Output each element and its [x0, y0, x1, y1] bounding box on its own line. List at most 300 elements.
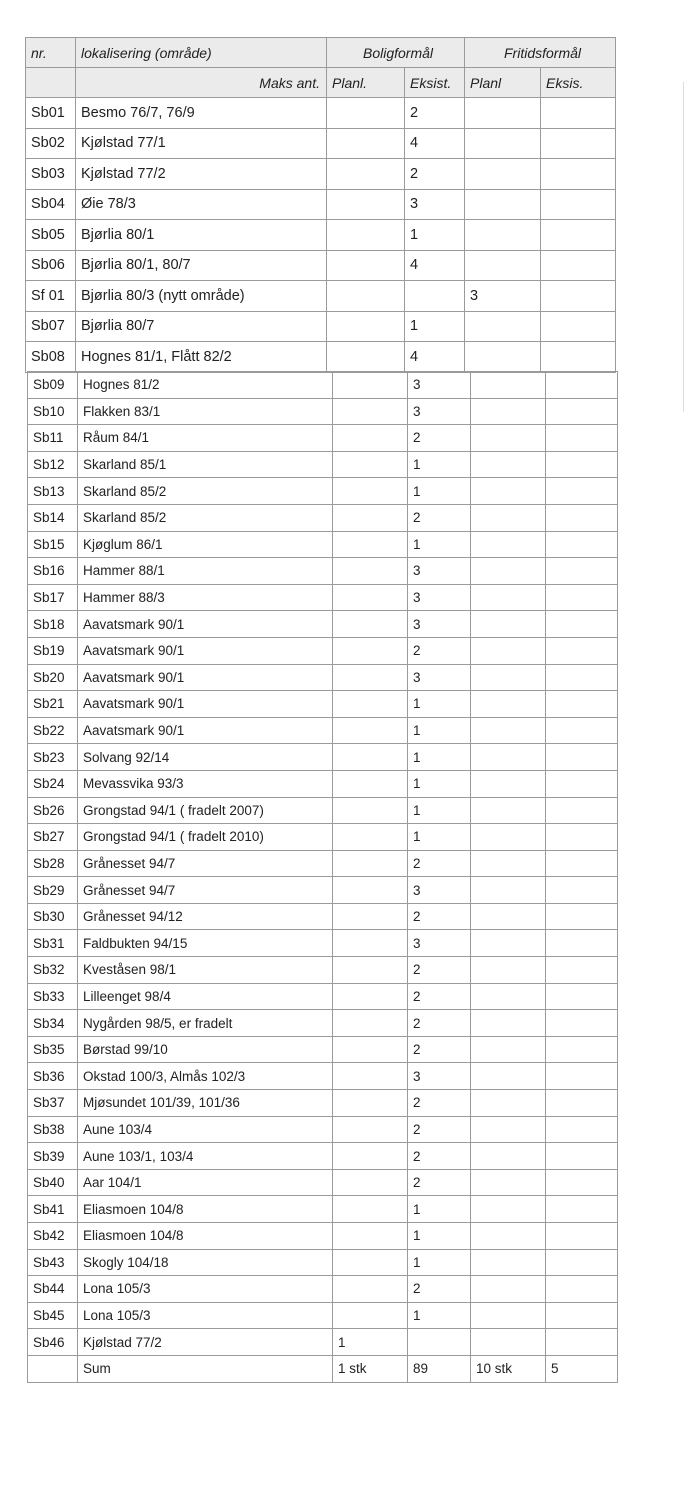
cell-bolig-eksist: 2	[408, 504, 471, 531]
cell-bolig-eksist: 2	[408, 1010, 471, 1037]
table-row	[26, 98, 616, 129]
cell-fritid-eksis	[546, 1143, 618, 1170]
table-top	[25, 37, 616, 373]
cell-bolig-planl	[333, 1063, 408, 1090]
cell-bolig-eksist: 1	[408, 1223, 471, 1250]
table-row	[28, 691, 618, 718]
table-row	[28, 584, 618, 611]
header-lokalisering: lokalisering (område)	[76, 38, 327, 68]
cell-lokalisering: Okstad 100/3, Almås 102/3	[78, 1063, 333, 1090]
cell-bolig-eksist: 3	[408, 372, 471, 399]
table-row	[28, 1276, 618, 1303]
cell-fritid-planl	[471, 1116, 546, 1143]
cell-fritid-eksis	[546, 957, 618, 984]
cell-bolig-eksist: 2	[408, 957, 471, 984]
cell-fritid-eksis	[546, 1223, 618, 1250]
header-nr: nr.	[26, 38, 76, 68]
cell-nr: Sb30	[28, 903, 78, 930]
cell-fritid-eksis	[546, 664, 618, 691]
cell-lokalisering: Aune 103/1, 103/4	[78, 1143, 333, 1170]
cell-bolig-eksist: 4	[405, 342, 465, 373]
cell-nr: Sb35	[28, 1036, 78, 1063]
cell-bolig-planl	[333, 425, 408, 452]
cell-bolig-eksist: 3	[408, 877, 471, 904]
cell-bolig-eksist: 1	[408, 478, 471, 505]
cell-bolig-planl	[333, 1036, 408, 1063]
cell-fritid-eksis	[546, 1329, 618, 1356]
cell-fritid-planl: 3	[465, 281, 541, 312]
cell-bolig-eksist: 4	[405, 128, 465, 159]
cell-fritid-eksis	[541, 128, 616, 159]
cell-fritid-eksis	[546, 1010, 618, 1037]
cell-bolig-eksist: 2	[408, 1276, 471, 1303]
cell-fritid-planl	[471, 558, 546, 585]
cell-nr: Sb18	[28, 611, 78, 638]
cell-fritid-planl	[471, 691, 546, 718]
cell-bolig-eksist: 2	[408, 1116, 471, 1143]
cell-lokalisering: Bjørlia 80/3 (nytt område)	[76, 281, 327, 312]
cell-bolig-eksist: 2	[408, 637, 471, 664]
cell-bolig-planl	[327, 342, 405, 373]
cell-bolig-planl	[333, 770, 408, 797]
cell-fritid-planl	[471, 1302, 546, 1329]
cell-bolig-eksist: 2	[408, 1169, 471, 1196]
cell-fritid-eksis	[546, 637, 618, 664]
cell-bolig-eksist: 1	[408, 770, 471, 797]
header-maks-ant: Maks ant.	[76, 68, 327, 98]
cell-fritid-planl	[465, 128, 541, 159]
cell-fritid-eksis	[546, 558, 618, 585]
cell-nr: Sb04	[26, 189, 76, 220]
cell-bolig-planl	[333, 531, 408, 558]
table-row	[26, 311, 616, 342]
table-row	[28, 983, 618, 1010]
cell-fritid-planl	[471, 770, 546, 797]
cell-fritid-eksis	[546, 744, 618, 771]
cell-bolig-eksist: 2	[408, 903, 471, 930]
header-fritid-planl: Planl	[465, 68, 541, 98]
cell-nr: Sb28	[28, 850, 78, 877]
table-row	[28, 1302, 618, 1329]
cell-bolig-eksist	[405, 281, 465, 312]
cell-fritid-eksis	[546, 1063, 618, 1090]
table-row	[28, 877, 618, 904]
table-row	[28, 398, 618, 425]
cell-bolig-planl	[327, 311, 405, 342]
cell-nr: Sb08	[26, 342, 76, 373]
table-row	[28, 478, 618, 505]
cell-lokalisering: Skogly 104/18	[78, 1249, 333, 1276]
cell-fritid-eksis	[541, 220, 616, 251]
cell-bolig-planl	[333, 637, 408, 664]
cell-bolig-planl	[333, 744, 408, 771]
cell-bolig-eksist: 3	[408, 1063, 471, 1090]
cell-nr	[28, 1355, 78, 1382]
table-row	[28, 1196, 618, 1223]
cell-fritid-planl	[471, 372, 546, 399]
table-row	[28, 1169, 618, 1196]
cell-fritid-planl	[471, 903, 546, 930]
cell-lokalisering: Kveståsen 98/1	[78, 957, 333, 984]
cell-fritid-eksis	[546, 797, 618, 824]
cell-fritid-eksis	[546, 770, 618, 797]
cell-bolig-eksist: 3	[408, 664, 471, 691]
cell-fritid-eksis	[546, 824, 618, 851]
cell-nr: Sb16	[28, 558, 78, 585]
header-bolig-planl: Planl.	[327, 68, 405, 98]
table-row	[28, 611, 618, 638]
cell-bolig-eksist: 3	[408, 584, 471, 611]
cell-lokalisering: Hognes 81/2	[78, 372, 333, 399]
cell-nr: Sb24	[28, 770, 78, 797]
table-row	[28, 637, 618, 664]
cell-fritid-eksis	[541, 159, 616, 190]
cell-bolig-planl	[333, 1249, 408, 1276]
cell-fritid-planl	[471, 425, 546, 452]
cell-fritid-eksis	[546, 903, 618, 930]
cell-nr: Sb42	[28, 1223, 78, 1250]
cell-fritid-eksis	[546, 1196, 618, 1223]
cell-lokalisering: Lona 105/3	[78, 1276, 333, 1303]
cell-fritid-planl	[465, 98, 541, 129]
cell-bolig-eksist: 1	[408, 1302, 471, 1329]
cell-lokalisering: Kjølstad 77/2	[76, 159, 327, 190]
cell-lokalisering: Kjølstad 77/2	[78, 1329, 333, 1356]
cell-fritid-eksis	[546, 1169, 618, 1196]
cell-bolig-eksist: 1	[408, 797, 471, 824]
cell-fritid-planl	[465, 311, 541, 342]
cell-nr: Sb23	[28, 744, 78, 771]
cell-lokalisering: Børstad 99/10	[78, 1036, 333, 1063]
cell-nr: Sb19	[28, 637, 78, 664]
cell-fritid-eksis	[546, 478, 618, 505]
cell-bolig-planl	[333, 398, 408, 425]
cell-bolig-eksist: 3	[408, 611, 471, 638]
cell-nr: Sb31	[28, 930, 78, 957]
table-row	[26, 281, 616, 312]
cell-lokalisering: Grånesset 94/7	[78, 877, 333, 904]
cell-fritid-planl	[471, 717, 546, 744]
page-edge-line	[683, 82, 684, 412]
table-row	[28, 1116, 618, 1143]
cell-nr: Sb29	[28, 877, 78, 904]
cell-lokalisering: Skarland 85/2	[78, 478, 333, 505]
header-fritid-eksis: Eksis.	[541, 68, 616, 98]
cell-bolig-planl	[333, 1169, 408, 1196]
table-row	[28, 1036, 618, 1063]
table-row	[28, 824, 618, 851]
cell-lokalisering: Mevassvika 93/3	[78, 770, 333, 797]
cell-fritid-eksis	[541, 342, 616, 373]
cell-fritid-eksis	[541, 281, 616, 312]
cell-fritid-eksis	[541, 189, 616, 220]
table-row	[28, 957, 618, 984]
cell-lokalisering: Råum 84/1	[78, 425, 333, 452]
cell-bolig-eksist: 1	[408, 451, 471, 478]
cell-lokalisering: Mjøsundet 101/39, 101/36	[78, 1090, 333, 1117]
table-row	[28, 1010, 618, 1037]
header-row-1	[26, 38, 616, 68]
cell-bolig-planl	[333, 558, 408, 585]
cell-nr: Sb17	[28, 584, 78, 611]
cell-nr: Sb33	[28, 983, 78, 1010]
cell-nr: Sb11	[28, 425, 78, 452]
cell-bolig-planl	[333, 850, 408, 877]
cell-fritid-planl	[471, 611, 546, 638]
cell-fritid-eksis	[546, 611, 618, 638]
cell-fritid-eksis	[546, 1036, 618, 1063]
table-row	[28, 1249, 618, 1276]
cell-bolig-eksist: 1	[408, 1249, 471, 1276]
cell-fritid-planl	[471, 1010, 546, 1037]
cell-bolig-planl	[333, 372, 408, 399]
cell-bolig-eksist: 2	[408, 425, 471, 452]
table-row	[28, 1223, 618, 1250]
cell-bolig-planl	[333, 957, 408, 984]
cell-lokalisering: Aavatsmark 90/1	[78, 611, 333, 638]
cell-lokalisering: Øie 78/3	[76, 189, 327, 220]
cell-fritid-eksis	[546, 983, 618, 1010]
cell-nr: Sb02	[26, 128, 76, 159]
cell-bolig-planl: 1	[333, 1329, 408, 1356]
table-row	[26, 250, 616, 281]
table-row	[28, 558, 618, 585]
cell-fritid-planl	[471, 1036, 546, 1063]
cell-fritid-planl	[471, 1249, 546, 1276]
cell-fritid-planl	[471, 1090, 546, 1117]
cell-fritid-eksis	[546, 1090, 618, 1117]
cell-bolig-planl	[333, 797, 408, 824]
table-row	[26, 159, 616, 190]
cell-bolig-eksist: 2	[408, 1090, 471, 1117]
cell-nr: Sb01	[26, 98, 76, 129]
cell-lokalisering: Aar 104/1	[78, 1169, 333, 1196]
cell-bolig-planl	[333, 664, 408, 691]
cell-fritid-planl	[465, 250, 541, 281]
cell-bolig-planl	[333, 983, 408, 1010]
table-row	[28, 1355, 618, 1382]
cell-fritid-planl	[471, 1329, 546, 1356]
table-row	[26, 220, 616, 251]
table-row	[28, 770, 618, 797]
cell-bolig-planl	[333, 611, 408, 638]
cell-bolig-planl	[333, 1116, 408, 1143]
cell-fritid-planl	[471, 1223, 546, 1250]
header-row-2	[26, 68, 616, 98]
table-row	[28, 372, 618, 399]
cell-nr: Sb40	[28, 1169, 78, 1196]
cell-lokalisering: Grånesset 94/7	[78, 850, 333, 877]
cell-lokalisering: Skarland 85/1	[78, 451, 333, 478]
cell-bolig-eksist: 1	[408, 1196, 471, 1223]
cell-lokalisering: Aavatsmark 90/1	[78, 664, 333, 691]
cell-lokalisering: Kjølstad 77/1	[76, 128, 327, 159]
cell-fritid-planl	[471, 531, 546, 558]
cell-nr: Sb37	[28, 1090, 78, 1117]
cell-fritid-eksis	[541, 250, 616, 281]
cell-fritid-planl	[471, 797, 546, 824]
cell-bolig-planl	[327, 189, 405, 220]
cell-fritid-planl	[471, 1196, 546, 1223]
table-row	[26, 128, 616, 159]
cell-lokalisering: Nygården 98/5, er fradelt	[78, 1010, 333, 1037]
cell-bolig-eksist: 1	[408, 744, 471, 771]
cell-fritid-eksis	[546, 398, 618, 425]
cell-nr: Sb36	[28, 1063, 78, 1090]
cell-fritid-eksis	[546, 1276, 618, 1303]
cell-nr: Sb22	[28, 717, 78, 744]
cell-fritid-eksis	[546, 584, 618, 611]
cell-lokalisering: Eliasmoen 104/8	[78, 1223, 333, 1250]
cell-fritid-eksis	[546, 850, 618, 877]
cell-bolig-eksist: 2	[408, 983, 471, 1010]
cell-nr: Sb09	[28, 372, 78, 399]
cell-fritid-eksis	[546, 531, 618, 558]
cell-bolig-planl	[333, 903, 408, 930]
cell-fritid-planl	[471, 1169, 546, 1196]
cell-fritid-planl	[471, 744, 546, 771]
cell-lokalisering: Faldbukten 94/15	[78, 930, 333, 957]
header-bolig-eksist: Eksist.	[405, 68, 465, 98]
cell-lokalisering: Hammer 88/3	[78, 584, 333, 611]
cell-nr: Sf 01	[26, 281, 76, 312]
cell-bolig-planl	[333, 584, 408, 611]
cell-bolig-eksist	[408, 1329, 471, 1356]
cell-nr: Sb05	[26, 220, 76, 251]
cell-lokalisering: Solvang 92/14	[78, 744, 333, 771]
cell-fritid-planl	[471, 478, 546, 505]
cell-bolig-planl	[333, 1302, 408, 1329]
table-row	[28, 903, 618, 930]
cell-fritid-planl	[471, 877, 546, 904]
header-blank	[26, 68, 76, 98]
cell-bolig-planl	[327, 281, 405, 312]
cell-fritid-planl	[471, 824, 546, 851]
cell-fritid-planl	[471, 398, 546, 425]
cell-fritid-eksis	[541, 98, 616, 129]
cell-bolig-eksist: 2	[408, 850, 471, 877]
cell-fritid-planl	[471, 1063, 546, 1090]
table-row	[28, 1063, 618, 1090]
cell-fritid-planl: 10 stk	[471, 1355, 546, 1382]
cell-fritid-eksis	[546, 372, 618, 399]
cell-nr: Sb03	[26, 159, 76, 190]
cell-bolig-eksist: 1	[408, 531, 471, 558]
cell-nr: Sb21	[28, 691, 78, 718]
cell-bolig-eksist: 1	[408, 691, 471, 718]
cell-lokalisering: Eliasmoen 104/8	[78, 1196, 333, 1223]
cell-bolig-eksist: 3	[405, 189, 465, 220]
cell-nr: Sb14	[28, 504, 78, 531]
cell-bolig-eksist: 2	[408, 1143, 471, 1170]
table-row	[28, 797, 618, 824]
cell-fritid-planl	[465, 189, 541, 220]
cell-lokalisering: Skarland 85/2	[78, 504, 333, 531]
cell-lokalisering: Grongstad 94/1 ( fradelt 2010)	[78, 824, 333, 851]
cell-lokalisering: Besmo 76/7, 76/9	[76, 98, 327, 129]
cell-fritid-planl	[465, 220, 541, 251]
cell-fritid-eksis	[546, 717, 618, 744]
cell-fritid-eksis	[546, 425, 618, 452]
cell-bolig-planl	[327, 128, 405, 159]
cell-nr: Sb20	[28, 664, 78, 691]
table-row	[28, 504, 618, 531]
cell-bolig-planl	[333, 717, 408, 744]
cell-bolig-eksist: 2	[408, 1036, 471, 1063]
cell-fritid-planl	[471, 451, 546, 478]
cell-lokalisering: Grongstad 94/1 ( fradelt 2007)	[78, 797, 333, 824]
cell-lokalisering: Hognes 81/1, Flått 82/2	[76, 342, 327, 373]
cell-bolig-planl	[327, 98, 405, 129]
cell-fritid-planl	[471, 1276, 546, 1303]
cell-fritid-eksis	[546, 1302, 618, 1329]
cell-fritid-planl	[471, 504, 546, 531]
cell-bolig-planl	[333, 930, 408, 957]
cell-fritid-eksis	[546, 691, 618, 718]
cell-bolig-eksist: 3	[408, 398, 471, 425]
cell-bolig-eksist: 2	[405, 159, 465, 190]
cell-fritid-eksis	[546, 504, 618, 531]
cell-fritid-eksis	[541, 311, 616, 342]
cell-fritid-planl	[471, 983, 546, 1010]
cell-nr: Sb26	[28, 797, 78, 824]
cell-bolig-planl	[327, 220, 405, 251]
cell-bolig-planl	[333, 451, 408, 478]
cell-bolig-eksist: 89	[408, 1355, 471, 1382]
cell-bolig-eksist: 2	[405, 98, 465, 129]
header-boligformal: Boligformål	[327, 38, 465, 68]
cell-nr: Sb13	[28, 478, 78, 505]
table-row	[26, 189, 616, 220]
cell-lokalisering: Aune 103/4	[78, 1116, 333, 1143]
cell-bolig-planl	[333, 691, 408, 718]
cell-fritid-planl	[471, 664, 546, 691]
cell-fritid-planl	[471, 850, 546, 877]
cell-bolig-eksist: 1	[408, 824, 471, 851]
cell-lokalisering: Flakken 83/1	[78, 398, 333, 425]
table-row	[28, 717, 618, 744]
table-row	[28, 744, 618, 771]
cell-nr: Sb38	[28, 1116, 78, 1143]
cell-nr: Sb10	[28, 398, 78, 425]
cell-lokalisering: Bjørlia 80/1	[76, 220, 327, 251]
cell-nr: Sb32	[28, 957, 78, 984]
cell-nr: Sb15	[28, 531, 78, 558]
cell-fritid-eksis	[546, 451, 618, 478]
cell-fritid-planl	[465, 159, 541, 190]
cell-fritid-eksis	[546, 1116, 618, 1143]
table-bottom	[27, 371, 618, 1383]
cell-bolig-planl	[333, 1196, 408, 1223]
cell-bolig-planl	[333, 1276, 408, 1303]
cell-lokalisering: Bjørlia 80/1, 80/7	[76, 250, 327, 281]
cell-fritid-planl	[471, 584, 546, 611]
table-row	[28, 425, 618, 452]
cell-fritid-planl	[465, 342, 541, 373]
cell-nr: Sb07	[26, 311, 76, 342]
cell-fritid-planl	[471, 1143, 546, 1170]
cell-lokalisering: Aavatsmark 90/1	[78, 637, 333, 664]
cell-bolig-planl	[333, 504, 408, 531]
cell-bolig-eksist: 4	[405, 250, 465, 281]
cell-fritid-eksis	[546, 877, 618, 904]
cell-bolig-planl	[333, 1143, 408, 1170]
cell-nr: Sb27	[28, 824, 78, 851]
cell-fritid-planl	[471, 930, 546, 957]
table-row	[28, 451, 618, 478]
cell-nr: Sb41	[28, 1196, 78, 1223]
cell-bolig-planl	[327, 250, 405, 281]
